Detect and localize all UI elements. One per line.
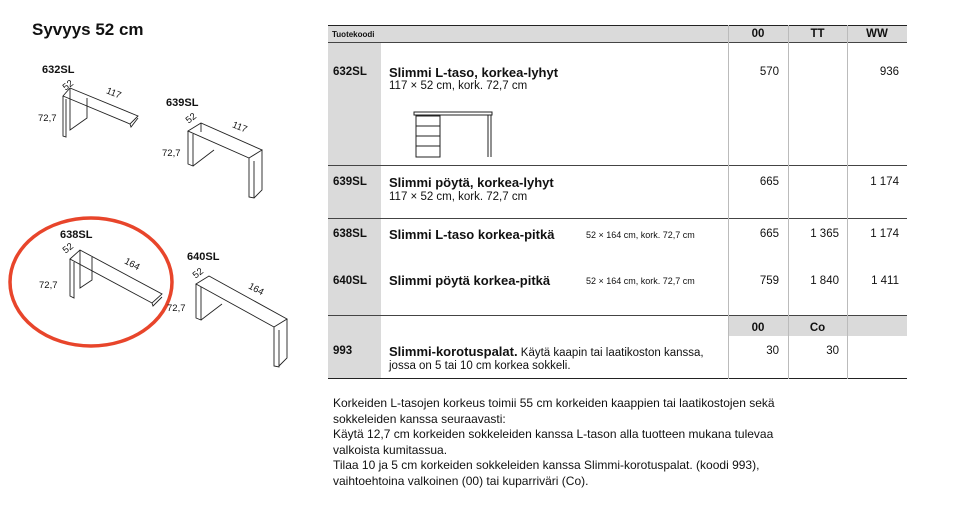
row-desc2-993: jossa on 5 tai 10 cm korkea sokkeli. <box>389 360 571 372</box>
dim-height-640sl: 72,7 <box>167 303 186 314</box>
dim-width-632sl: 117 <box>104 85 123 102</box>
row-dims-639sl: 117 × 52 cm, kork. 72,7 cm <box>389 191 528 203</box>
drawing-632sl <box>63 85 138 137</box>
note-line: Tilaa 10 ja 5 cm korkeiden sokkeleiden kanssa Slimmi-korotuspalat. (koodi 993), <box>333 458 760 472</box>
col2-header-co: Co <box>809 322 826 334</box>
drawing-label-639sl: 639SL <box>166 97 199 109</box>
dim-depth-639sl: 52 <box>183 110 199 127</box>
price-00-640sl: 759 <box>759 275 779 287</box>
row-name-632sl: Slimmi L-taso, korkea-lyhyt <box>389 65 559 80</box>
row-name-993: Slimmi-korotuspalat. <box>389 344 518 359</box>
note-line: Korkeiden L-tasojen korkeus toimii 55 cm korkeiden kaappien tai laatikostojen sekä <box>333 396 775 410</box>
row-code-638sl: 638SL <box>333 228 367 240</box>
price-00-632sl: 570 <box>759 66 779 78</box>
dim-height-639sl: 72,7 <box>162 148 181 159</box>
note-line: valkoista kumitassua. <box>333 442 448 457</box>
price-ww-632sl: 936 <box>879 66 899 78</box>
price-00-638sl: 665 <box>759 228 779 240</box>
row-desc-993 <box>389 344 704 359</box>
price-00-993: 30 <box>766 345 779 357</box>
row-dims-640sl: 52 × 164 cm, kork. 72,7 cm <box>586 276 695 286</box>
row-desc1-993: Käytä kaapin tai laatikoston kanssa, <box>520 347 704 359</box>
note-line: vaihtoehtoina valkoinen (00) tai kuparriväri (Co). <box>333 473 589 488</box>
drawing-638sl <box>70 250 162 306</box>
dim-depth-632sl: 52 <box>60 77 76 94</box>
dim-height-638sl: 72,7 <box>39 280 58 291</box>
price-table <box>328 25 907 379</box>
note-line: sokkeleiden kanssa seuraavasti: <box>333 411 506 426</box>
price-00-639sl: 665 <box>759 176 779 188</box>
drawing-label-640sl: 640SL <box>187 251 220 263</box>
dim-width-639sl: 117 <box>230 119 249 136</box>
drawing-label-632sl: 632SL <box>42 64 75 76</box>
price-co-993: 30 <box>826 345 839 357</box>
row-code-993: 993 <box>333 345 353 357</box>
drawing-label-638sl: 638SL <box>60 229 93 241</box>
col-header-00: 00 <box>751 28 765 40</box>
dim-width-640sl: 164 <box>246 280 266 299</box>
page-heading: Syvyys 52 cm <box>32 20 144 39</box>
dim-height-632sl: 72,7 <box>38 113 57 124</box>
price-ww-639sl: 1 174 <box>870 176 899 188</box>
drawing-640sl <box>196 276 287 367</box>
product-drawings <box>0 0 330 400</box>
code-column-bg <box>328 42 381 379</box>
row-name-639sl: Slimmi pöytä, korkea-lyhyt <box>389 175 554 190</box>
row-code-639sl: 639SL <box>333 176 367 188</box>
price-ww-638sl: 1 174 <box>870 228 899 240</box>
price-tt-640sl: 1 840 <box>810 275 839 287</box>
price-tt-638sl: 1 365 <box>810 228 839 240</box>
row-code-632sl: 632SL <box>333 66 367 78</box>
drawing-639sl <box>188 123 262 198</box>
col-header-ww: WW <box>866 28 888 40</box>
notes <box>333 396 783 489</box>
col2-header-00: 00 <box>751 322 765 334</box>
price-ww-640sl: 1 411 <box>871 275 899 287</box>
row-dims-638sl: 52 × 164 cm, kork. 72,7 cm <box>586 230 695 240</box>
row-dims-632sl: 117 × 52 cm, kork. 72,7 cm <box>389 80 528 92</box>
col-header-tt: TT <box>810 28 825 40</box>
note-line: Käytä 12,7 cm korkeiden sokkeleiden kanssa L-tason alla tuotteen mukana tulevaa <box>333 427 774 441</box>
row-name-638sl: Slimmi L-taso korkea-pitkä <box>389 227 555 242</box>
dim-depth-640sl: 52 <box>190 265 206 282</box>
dim-width-638sl: 164 <box>122 255 142 274</box>
dim-depth-638sl: 52 <box>60 240 76 257</box>
row-code-640sl: 640SL <box>333 275 367 287</box>
row-name-640sl: Slimmi pöytä korkea-pitkä <box>389 273 551 288</box>
table-header-code: Tuotekoodi <box>332 30 375 39</box>
row-image-632sl <box>412 108 494 158</box>
